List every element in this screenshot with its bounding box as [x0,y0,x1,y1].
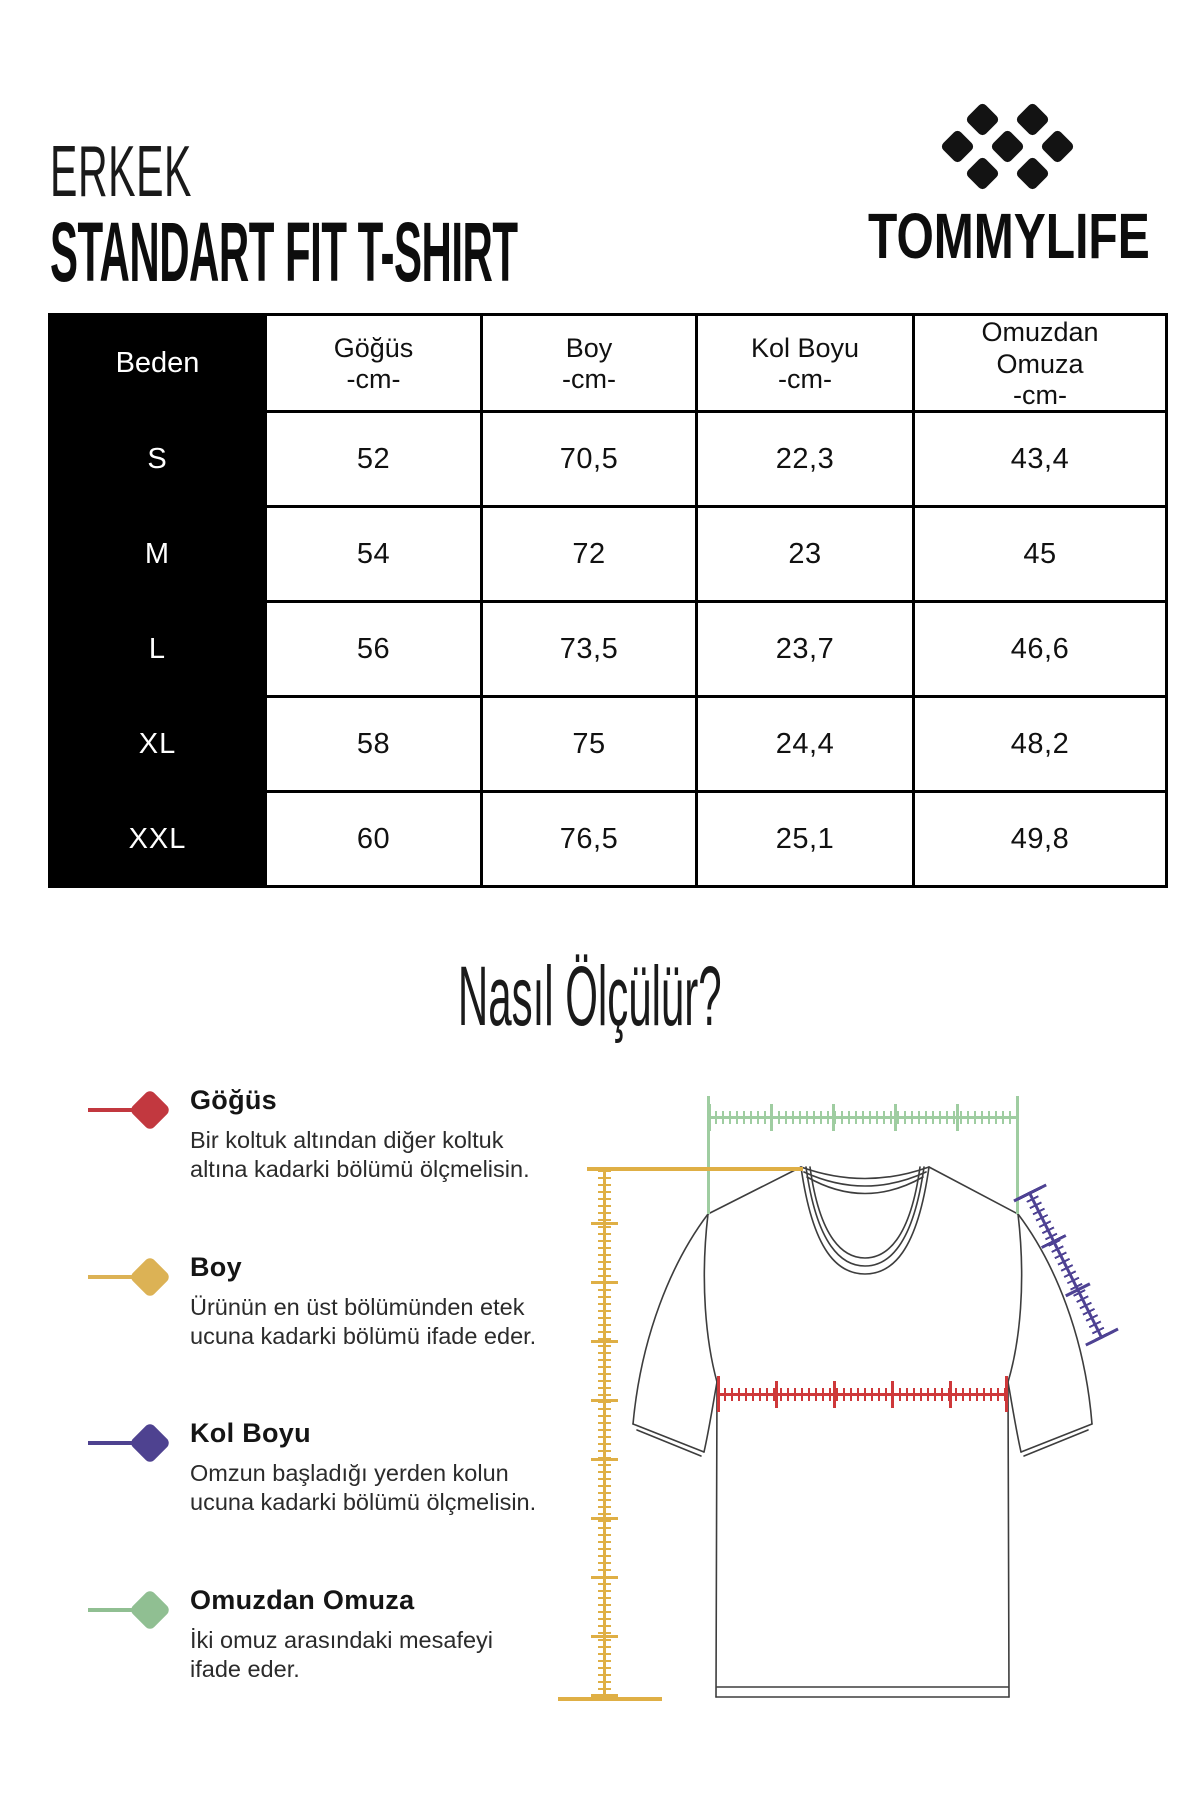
diamond-icon [129,1089,171,1131]
cell-boy: 73,5 [482,602,697,697]
legend-label: Boy [190,1252,242,1282]
cell-omuzdan-omuza: 45 [914,507,1167,602]
legend-label: Omuzdan Omuza [190,1585,415,1615]
cell-omuzdan-omuza: 49,8 [914,792,1167,887]
table-row [50,697,1167,792]
cell-kol-boyu: 22,3 [697,412,914,507]
diamond-icon [129,1256,171,1298]
category-title: ERKEK [50,132,192,212]
logo-diamond [1015,102,1050,137]
table-row [50,507,1167,602]
diamond-icon [129,1589,171,1631]
cell-boy: 70,5 [482,412,697,507]
legend-label: Kol Boyu [190,1418,311,1448]
col-unit: -cm- [1013,380,1067,410]
col-header-kol-boyu [697,315,914,412]
col-unit: -cm- [778,364,832,394]
shoulder-ruler [708,1099,1018,1135]
table-row [50,792,1167,887]
row-size-label: XXL [50,792,266,887]
row-size-label: XL [50,697,266,792]
cell-omuzdan-omuza: 43,4 [914,412,1167,507]
logo-diamond [1040,129,1075,164]
cell-kol-boyu: 23 [697,507,914,602]
row-size-label: S [50,412,266,507]
cell-gogus: 58 [266,697,482,792]
cell-kol-boyu: 25,1 [697,792,914,887]
row-size-label: L [50,602,266,697]
cell-boy: 72 [482,507,697,602]
logo-diamond [1015,156,1050,191]
cell-gogus: 56 [266,602,482,697]
length-ruler [586,1171,622,1697]
legend-description: İki omuz arasındaki mesafeyi ifade eder. [190,1627,494,1682]
legend-description: Omzun başladığı yerden kolun ucuna kadarki bölümü ölçmelisin. [190,1460,537,1515]
cell-gogus: 54 [266,507,482,602]
size-table [48,313,1168,888]
legend-description: Ürünün en üst bölümünden etek ucuna kadarki bölümü ifade eder. [190,1294,537,1349]
length-ruler-bottom-cap [558,1697,662,1701]
cell-kol-boyu: 24,4 [697,697,914,792]
logo-diamond [940,129,975,164]
diamond-icon [129,1422,171,1464]
logo-diamond [990,129,1025,164]
col-label: Omuzdan Omuza [981,317,1099,379]
row-size-label: M [50,507,266,602]
brand-logo [940,103,1074,189]
table-header-row [50,315,1167,412]
col-label: Boy [565,333,613,363]
legend-label: Göğüs [190,1085,277,1115]
shoulder-ruler-endline [707,1096,710,1214]
cell-boy: 75 [482,697,697,792]
col-header-gogus [266,315,482,412]
col-header-omuzdan-omuza [914,315,1167,412]
product-title: STANDART FIT T-SHIRT [50,205,518,299]
col-label: Göğüs [333,333,414,363]
cell-kol-boyu: 23,7 [697,602,914,697]
col-unit: -cm- [346,364,401,394]
tshirt-outline [480,940,1120,1720]
table-row [50,602,1167,697]
table-row [50,412,1167,507]
logo-diamond [965,156,1000,191]
cell-omuzdan-omuza: 46,6 [914,602,1167,697]
how-to-measure-heading: Nasıl Ölçülür? [458,949,722,1043]
col-header-boy [482,315,697,412]
brand-name: TOMMYLIFE [868,200,1150,272]
col-unit: -cm- [562,364,616,394]
cell-gogus: 60 [266,792,482,887]
chest-ruler [717,1376,1008,1412]
cell-boy: 76,5 [482,792,697,887]
col-header-beden: Beden [50,315,266,412]
cell-gogus: 52 [266,412,482,507]
col-label: Kol Boyu [750,333,860,363]
cell-omuzdan-omuza: 48,2 [914,697,1167,792]
legend-description: Bir koltuk altından diğer koltuk altına kadarki bölümü ölçmelisin. [190,1127,530,1182]
logo-diamond [965,102,1000,137]
